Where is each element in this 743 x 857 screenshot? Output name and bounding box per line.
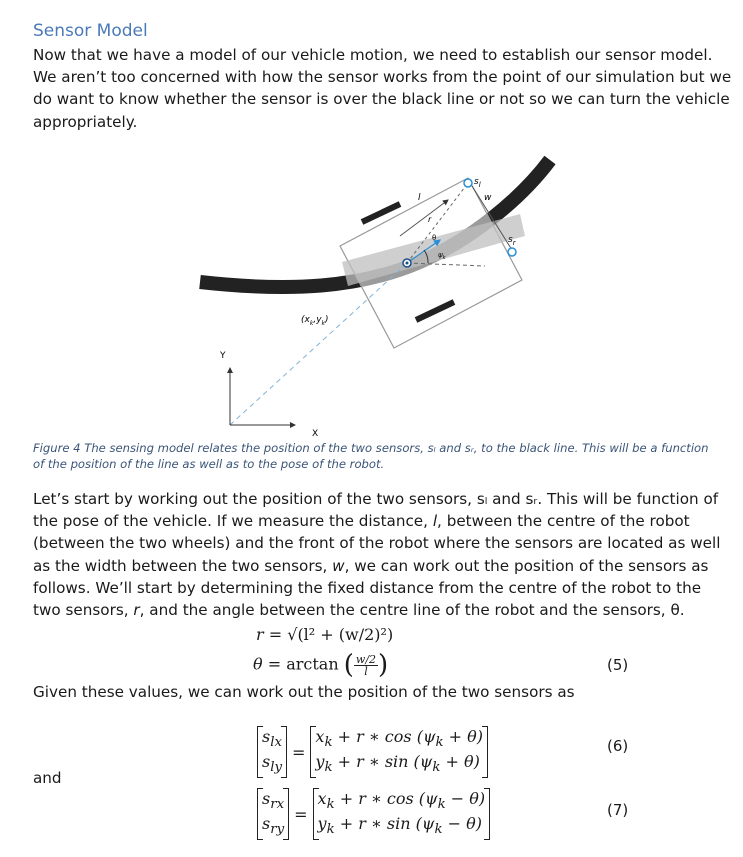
body-paragraph: Let’s start by working out the position of the two sensors, sₗ and sᵣ. This will be function of the pose of the vehicle. If we measure the distance, l, between the centre of the robot (between the two wheels) and the front of the robot where the sensors are located as well as the width between the two sensors, w, we can work out the position of the sensors as follows. We’ll start by determining the fixed distance from the centre of the robot to the two sensors, r, and the angle between the centre line of the robot and the sensors, θ. bbox=[33, 490, 721, 620]
given-text: Given these values, we can work out the position of the two sensors as bbox=[33, 683, 575, 701]
equation-number-5: (5) bbox=[607, 656, 629, 674]
robot-body bbox=[340, 178, 525, 348]
sensor-right bbox=[508, 248, 516, 256]
label-w: w bbox=[484, 193, 492, 203]
label-s-r: $s_r$ bbox=[508, 235, 516, 247]
label-pose: $(x_k,y_k)$ bbox=[301, 315, 329, 327]
equation-right-sensor: $s_{rx}$ $s_{ry}$ = $x_k + r$ ∗ $\cos (\psi_k - \theta)$ $y_k + r$ ∗ $\sin (\psi_k - \theta)$ bbox=[257, 788, 490, 840]
section-title: Sensor Model bbox=[33, 21, 148, 41]
equation-r: r = √(l² + (w/2)²) bbox=[256, 625, 394, 644]
equation-left-sensor: $s_{lx}$ $s_{ly}$ = $x_k + r$ ∗ $\cos (\psi_k + \theta)$ $y_k + r$ ∗ $\sin (\psi_k + \theta)$ bbox=[257, 726, 488, 778]
label-s-l: $s_l$ bbox=[474, 177, 481, 189]
label-axis-x: X bbox=[312, 429, 319, 439]
label-axis-y: Y bbox=[220, 351, 226, 361]
equation-number-6: (6) bbox=[607, 737, 629, 755]
intro-paragraph: Now that we have a model of our vehicle motion, we need to establish our sensor model. We aren’t too concerned with how the sensor works from the point of our simulation but we do want to know whether the sensor is over the black line or not so we can turn the vehicle appropriately. bbox=[33, 46, 732, 131]
label-theta: θ bbox=[432, 234, 437, 242]
label-psi: $\psi_k$ bbox=[438, 251, 446, 261]
figure-caption: Figure 4 The sensing model relates the position of the two sensors, sₗ and sᵣ, to the black line. This will be a function of the position of the line as well as to the pose of the robot. bbox=[33, 441, 709, 471]
label-r: r bbox=[428, 215, 432, 224]
and-text: and bbox=[33, 769, 62, 787]
equation-number-7: (7) bbox=[607, 801, 629, 819]
label-l: l bbox=[418, 193, 421, 203]
equation-theta: θ = arctan ( $\frac{w/2}{l}$ ) bbox=[253, 650, 389, 680]
sensor-left bbox=[464, 179, 472, 187]
